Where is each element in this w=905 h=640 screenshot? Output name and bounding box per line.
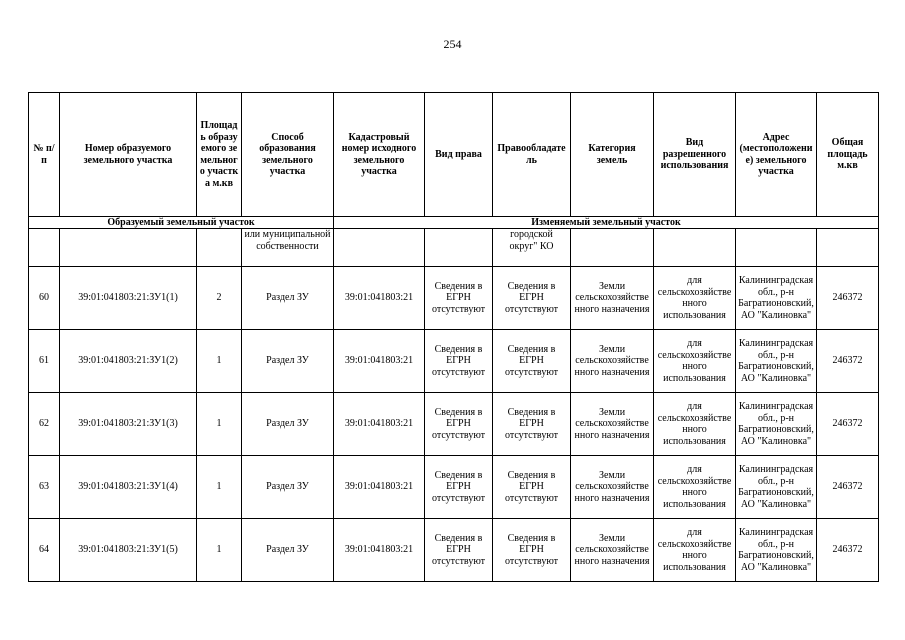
total-area: 246372 bbox=[817, 393, 879, 456]
col-header-plot-number: Номер образуемого земельного участка bbox=[60, 93, 197, 217]
address: Калининградская обл., р-н Багратионовский, АО "Калиновка" bbox=[736, 330, 817, 393]
col-header-number: № п/п bbox=[29, 93, 60, 217]
col-header-permitted-use: Вид разрешенного использования bbox=[654, 93, 736, 217]
address: Калининградская обл., р-н Багратионовский, АО "Калиновка" bbox=[736, 267, 817, 330]
row-number: 60 bbox=[29, 267, 60, 330]
owner: Сведения в ЕГРН отсутствуют bbox=[493, 519, 571, 582]
permitted-use: для сельскохозяйственного использования bbox=[654, 330, 736, 393]
plot-area: 1 bbox=[197, 330, 242, 393]
col-header-method: Способ образования земельного участка bbox=[242, 93, 334, 217]
land-category: Земли сельскохозяйственного назначения bbox=[571, 330, 654, 393]
land-plots-table bbox=[28, 92, 879, 582]
col-header-category: Категория земель bbox=[571, 93, 654, 217]
table-row bbox=[29, 519, 879, 582]
row-number: 61 bbox=[29, 330, 60, 393]
formation-method: Раздел ЗУ bbox=[242, 456, 334, 519]
continuation-method: или муниципальной собственности bbox=[242, 229, 334, 267]
plot-area: 1 bbox=[197, 519, 242, 582]
cadastral-number: 39:01:041803:21 bbox=[334, 456, 425, 519]
total-area: 246372 bbox=[817, 267, 879, 330]
section-header-row bbox=[29, 217, 879, 229]
table-header-row bbox=[29, 93, 879, 217]
table-row bbox=[29, 267, 879, 330]
cadastral-number: 39:01:041803:21 bbox=[334, 393, 425, 456]
formation-method: Раздел ЗУ bbox=[242, 267, 334, 330]
permitted-use: для сельскохозяйственного использования bbox=[654, 519, 736, 582]
plot-area: 1 bbox=[197, 393, 242, 456]
owner: Сведения в ЕГРН отсутствуют bbox=[493, 330, 571, 393]
col-header-right-type: Вид права bbox=[425, 93, 493, 217]
address: Калининградская обл., р-н Багратионовский, АО "Калиновка" bbox=[736, 393, 817, 456]
plot-area: 2 bbox=[197, 267, 242, 330]
col-header-address: Адрес (местоположение) земельного участка bbox=[736, 93, 817, 217]
plot-number: 39:01:041803:21:ЗУ1(1) bbox=[60, 267, 197, 330]
col-header-owner: Правообладатель bbox=[493, 93, 571, 217]
land-category: Земли сельскохозяйственного назначения bbox=[571, 456, 654, 519]
land-category: Земли сельскохозяйственного назначения bbox=[571, 393, 654, 456]
owner: Сведения в ЕГРН отсутствуют bbox=[493, 393, 571, 456]
right-type: Сведения в ЕГРН отсутствуют bbox=[425, 330, 493, 393]
plot-number: 39:01:041803:21:ЗУ1(5) bbox=[60, 519, 197, 582]
continuation-owner: городской округ" КО bbox=[493, 229, 571, 267]
cadastral-number: 39:01:041803:21 bbox=[334, 267, 425, 330]
total-area: 246372 bbox=[817, 456, 879, 519]
formation-method: Раздел ЗУ bbox=[242, 330, 334, 393]
section-formed-plot: Образуемый земельный участок bbox=[29, 217, 334, 229]
permitted-use: для сельскохозяйственного использования bbox=[654, 393, 736, 456]
cadastral-number: 39:01:041803:21 bbox=[334, 519, 425, 582]
address: Калининградская обл., р-н Багратионовский, АО "Калиновка" bbox=[736, 456, 817, 519]
col-header-total-area: Общая площадь м.кв bbox=[817, 93, 879, 217]
row-number: 64 bbox=[29, 519, 60, 582]
section-changed-plot: Изменяемый земельный участок bbox=[334, 217, 879, 229]
formation-method: Раздел ЗУ bbox=[242, 519, 334, 582]
table-row bbox=[29, 393, 879, 456]
continuation-row bbox=[29, 229, 879, 267]
row-number: 62 bbox=[29, 393, 60, 456]
cadastral-number: 39:01:041803:21 bbox=[334, 330, 425, 393]
permitted-use: для сельскохозяйственного использования bbox=[654, 456, 736, 519]
plot-number: 39:01:041803:21:ЗУ1(3) bbox=[60, 393, 197, 456]
table-row bbox=[29, 330, 879, 393]
formation-method: Раздел ЗУ bbox=[242, 393, 334, 456]
owner: Сведения в ЕГРН отсутствуют bbox=[493, 456, 571, 519]
total-area: 246372 bbox=[817, 519, 879, 582]
total-area: 246372 bbox=[817, 330, 879, 393]
row-number: 63 bbox=[29, 456, 60, 519]
right-type: Сведения в ЕГРН отсутствуют bbox=[425, 456, 493, 519]
col-header-area: Площадь образуемого земельного участка м.кв bbox=[197, 93, 242, 217]
plot-number: 39:01:041803:21:ЗУ1(2) bbox=[60, 330, 197, 393]
col-header-cadastral: Кадастровый номер исходного земельного участка bbox=[334, 93, 425, 217]
permitted-use: для сельскохозяйственного использования bbox=[654, 267, 736, 330]
land-category: Земли сельскохозяйственного назначения bbox=[571, 519, 654, 582]
right-type: Сведения в ЕГРН отсутствуют bbox=[425, 519, 493, 582]
address: Калининградская обл., р-н Багратионовский, АО "Калиновка" bbox=[736, 519, 817, 582]
owner: Сведения в ЕГРН отсутствуют bbox=[493, 267, 571, 330]
right-type: Сведения в ЕГРН отсутствуют bbox=[425, 267, 493, 330]
plot-number: 39:01:041803:21:ЗУ1(4) bbox=[60, 456, 197, 519]
table-row bbox=[29, 456, 879, 519]
right-type: Сведения в ЕГРН отсутствуют bbox=[425, 393, 493, 456]
plot-area: 1 bbox=[197, 456, 242, 519]
land-category: Земли сельскохозяйственного назначения bbox=[571, 267, 654, 330]
page-number: 254 bbox=[443, 37, 462, 51]
